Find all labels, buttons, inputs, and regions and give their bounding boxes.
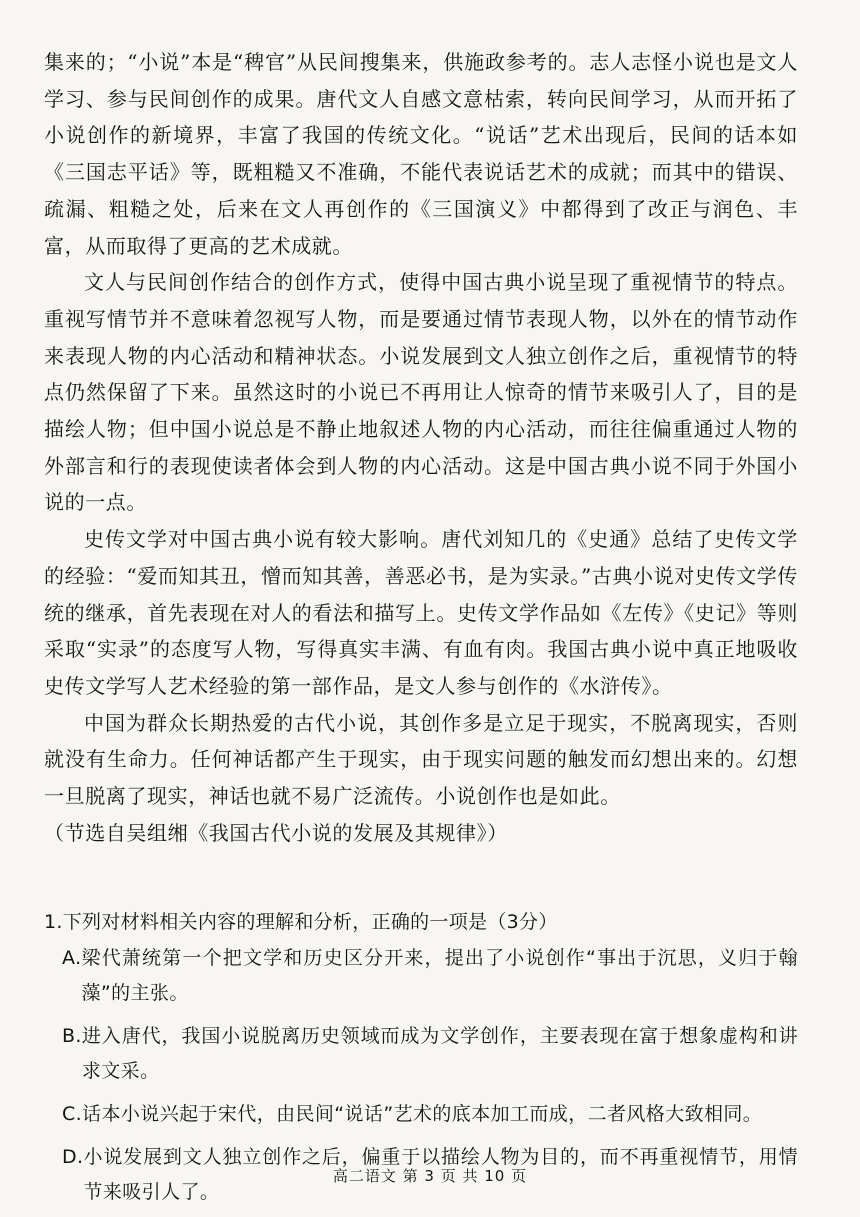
passage-paragraph-2: 文人与民间创作结合的创作方式，使得中国古典小说呈现了重视情节的特点。重视写情节并不意味着忽视写人物，而是要通过情节表现人物，以外在的情节动作来表现人物的内心活动和精神状态。小说发展到文人独立创作之后，重视情节的特点仍然保留了下来。虽然这时的小说已不再用让人惊奇的情节来吸引人了，目的是描绘人物；但中国小说总是不静止地叙述人物的内心活动，而往往偏重通过人物的外部言和行的表现使读者体会到人物的内心活动。这是中国古典小说不同于外国小说的一点。 xyxy=(44,270,798,515)
option-label: B. xyxy=(62,1025,82,1048)
page-footer: 高二语文 第 3 页 共 10 页 xyxy=(332,1167,528,1185)
passage-paragraph-4: 中国为群众长期热爱的古代小说，其创作多是立足于现实，不脱离现实，否则就没有生命力。任何神话都产生于现实，由于现实问题的触发而幻想出来的。幻想一旦脱离了现实，神话也就不易广泛流传。小说创作也是如此。 xyxy=(44,710,798,809)
passage-source: （节选自吴组缃《我国古代小说的发展及其规律》） xyxy=(44,820,508,845)
option-a xyxy=(62,941,798,1011)
reading-passage xyxy=(44,44,798,851)
option-text: 小说发展到文人独立创作之后，偏重于以描绘人物为目的，而不再重视情节，用情节来吸引人了。 xyxy=(83,1146,798,1204)
passage-paragraph-1: 集来的；“小说”本是“稗官”从民间搜集来，供施政参考的。志人志怪小说也是文人学习、参与民间创作的成果。唐代文人自感文意枯索，转向民间学习，从而开拓了小说创作的新境界，丰富了我国的传统文化。“说话”艺术出现后，民间的话本如《三国志平话》等，既粗糙又不准确，不能代表说话艺术的成就；而其中的错误、疏漏、粗糙之处，后来在文人再创作的《三国演义》中都得到了改正与润色、丰富，从而取得了更高的艺术成就。 xyxy=(44,50,798,258)
option-text: 话本小说兴起于宋代，由民间“说话”艺术的底本加工而成，二者风格大致相同。 xyxy=(82,1103,763,1126)
passage-paragraph-3: 史传文学对中国古典小说有较大影响。唐代刘知几的《史通》总结了史传文学的经验：“爱而知其丑，憎而知其善，善恶必书，是为实录。”古典小说对史传文学传统的继承，首先表现在对人的看法和描写上。史传文学作品如《左传》《史记》等则采取“实录”的态度写人物，写得真实丰满、有血有肉。我国古典小说中真正地吸收史传文学写人艺术经验的第一部作品，是文人参与创作的《水浒传》。 xyxy=(44,527,798,698)
option-b xyxy=(62,1019,798,1089)
option-text: 进入唐代，我国小说脱离历史领域而成为文学创作，主要表现在富于想象虚构和讲求文采。 xyxy=(81,1025,798,1083)
question-stem: 1.下列对材料相关内容的理解和分析，正确的一项是（3分） xyxy=(44,911,558,934)
option-label: D. xyxy=(62,1146,84,1169)
option-text: 梁代萧统第一个把文学和历史区分开来，提出了小说创作“事出于沉思，义归于翰藻”的主张。 xyxy=(81,947,798,1005)
option-c xyxy=(62,1097,798,1132)
option-label: A. xyxy=(62,947,82,970)
option-label: C. xyxy=(62,1103,83,1126)
